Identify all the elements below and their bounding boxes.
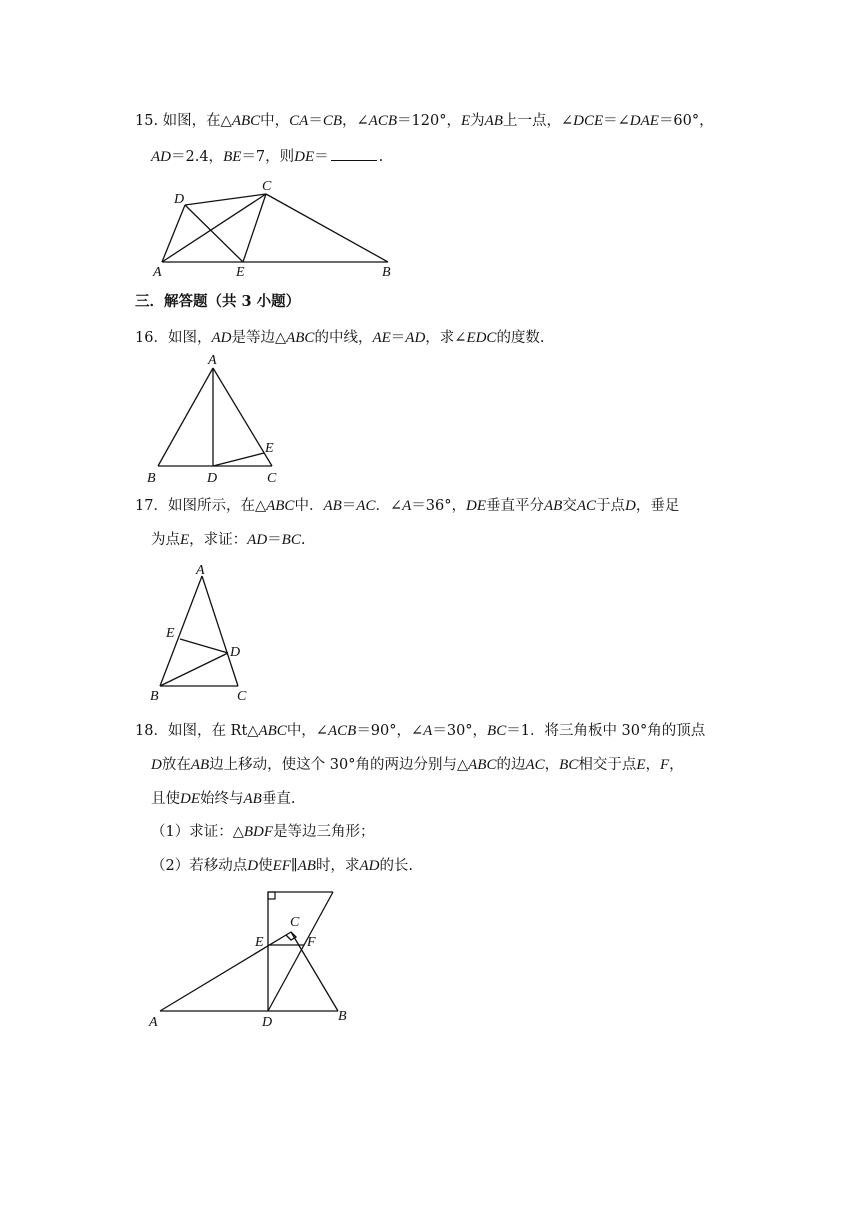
label-E: E [166,626,175,641]
q18-line1: 18．如图，在 Rt△ABC中，∠ACB＝90°，∠A＝30°，BC＝1．将三角板中 30°角的顶点 [135,723,706,739]
label-B: B [150,689,159,704]
q15-line2: AD＝2.4，BE＝7，则DE＝ . [151,146,383,167]
label-A: A [196,563,205,578]
triangle-board-hypotenuse [268,892,333,1011]
q17-line1: 17．如图所示，在△ABC中．AB＝AC．∠A＝36°，DE垂直平分AB交AC于点D，垂足 [135,498,680,514]
label-E: E [265,441,274,456]
section-header: 三．解答题（共 3 小题） [135,293,301,310]
right-angle-mark-top [268,892,275,899]
label-C: C [262,179,272,194]
label-E: E [255,935,264,950]
label-B: B [338,1009,347,1024]
q17-line2: 为点E，求证：AD＝BC. [151,532,306,548]
q15-line1: 15. 如图，在△ABC中，CA＝CB，∠ACB＝120°，E为AB上一点，∠DCE＝∠DAE＝60°， [135,113,714,129]
label-B: B [382,265,391,280]
q18-line3: 且使DE始终与AB垂直. [151,791,296,807]
label-C: C [290,915,300,930]
label-D: D [207,471,218,486]
label-D: D [174,192,185,207]
q18-sub2: （2）若移动点D使EF∥AB时，求AD的长. [151,858,414,874]
segment-AC [160,932,291,1011]
q16-line1: 16．如图，AD是等边△ABC的中线，AE＝AD，求∠EDC的度数. [135,330,545,346]
q18-sub1: （1）求证：△BDF是等边三角形； [151,824,375,840]
label-A: A [149,1015,158,1030]
q18-line2: D放在AB边上移动，使这个 30°角的两边分别与△ABC的边AC，BC相交于点E，F， [151,757,684,773]
label-E: E [236,265,245,280]
label-C: C [237,689,247,704]
label-D: D [230,645,241,660]
label-B: B [147,471,156,486]
label-F: F [307,935,316,950]
label-A: A [153,265,162,280]
label-A: A [208,353,217,368]
label-D: D [262,1015,273,1030]
label-C: C [267,471,277,486]
